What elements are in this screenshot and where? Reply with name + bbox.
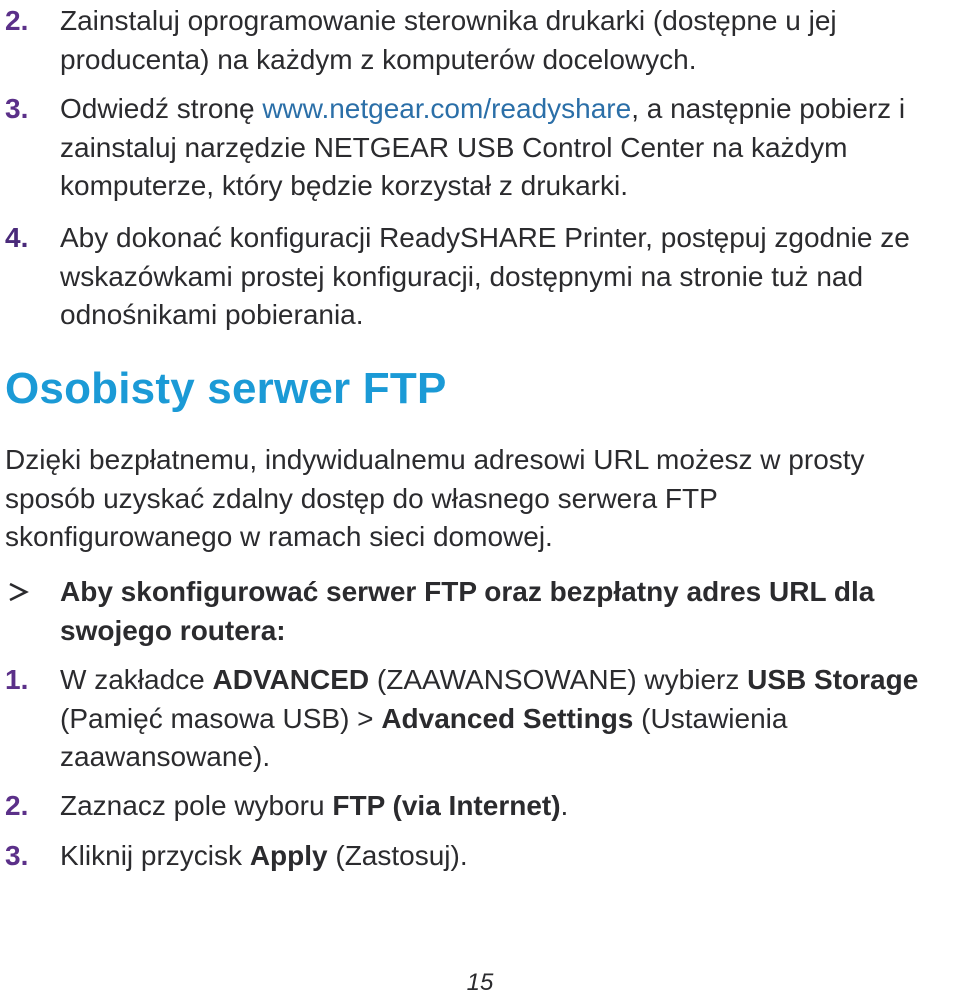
step-text: W zakładce ADVANCED (ZAAWANSOWANE) wybierz USB Storage (Pamięć masowa USB) > Advanced Settings (Ustawienia zaawansowane).: [60, 664, 919, 772]
page-number: 15: [466, 969, 494, 996]
ftp-step-2: [5, 787, 930, 826]
step-number: 3.: [5, 840, 29, 871]
step-text: Odwiedź stronę www.netgear.com/readyshare, a następnie pobierz i zainstaluj narzędzie NETGEAR USB Control Center na każdym komputerze, który będzie korzystał z drukarki.: [60, 93, 906, 201]
advanced-settings-label: Advanced Settings: [381, 702, 634, 734]
step-number: 3.: [5, 93, 29, 124]
readyshare-link[interactable]: www.netgear.com/readyshare: [262, 93, 632, 124]
ftp-step-3: [5, 837, 930, 876]
arrow-bullet-icon: [5, 573, 35, 611]
procedure-title: [5, 573, 930, 650]
step-text: Zaznacz pole wyboru FTP (via Internet).: [60, 790, 569, 821]
step-2-printer-driver: [5, 2, 930, 79]
step-text: Aby dokonać konfiguracji ReadySHARE Printer, postępuj zgodnie ze wskazówkami prostej konfiguracji, dostępnymi na stronie tuż nad odnośnikami pobierania.: [60, 222, 910, 330]
advanced-tab-label: ADVANCED: [212, 664, 370, 695]
usb-storage-label: USB Storage: [747, 664, 919, 695]
section-heading: Osobisty serwer FTP: [5, 364, 447, 413]
step-number: 2.: [5, 5, 29, 36]
step-text: Zainstaluj oprogramowanie sterownika drukarki (dostępne u jej producenta) na każdym z komputerów docelowych.: [60, 5, 837, 75]
step-number: 4.: [5, 222, 29, 253]
step-number: 1.: [5, 664, 29, 695]
step-text: Kliknij przycisk Apply (Zastosuj).: [60, 840, 468, 871]
ftp-via-internet-label: FTP (via Internet): [332, 790, 561, 821]
apply-button-label: Apply: [249, 840, 328, 871]
step-4-readyshare-printer: [5, 219, 930, 335]
step-3-usb-control-center: [5, 90, 930, 206]
step-number: 2.: [5, 790, 29, 821]
intro-paragraph: Dzięki bezpłatnemu, indywidualnemu adresowi URL możesz w prosty sposób uzyskać zdalny dostęp do własnego serwera FTP skonfigurowanego w ramach sieci domowej.: [5, 444, 865, 552]
procedure-title-text: Aby skonfigurować serwer FTP oraz bezpłatny adres URL dla swojego routera:: [60, 576, 875, 646]
ftp-step-1: [5, 661, 930, 777]
